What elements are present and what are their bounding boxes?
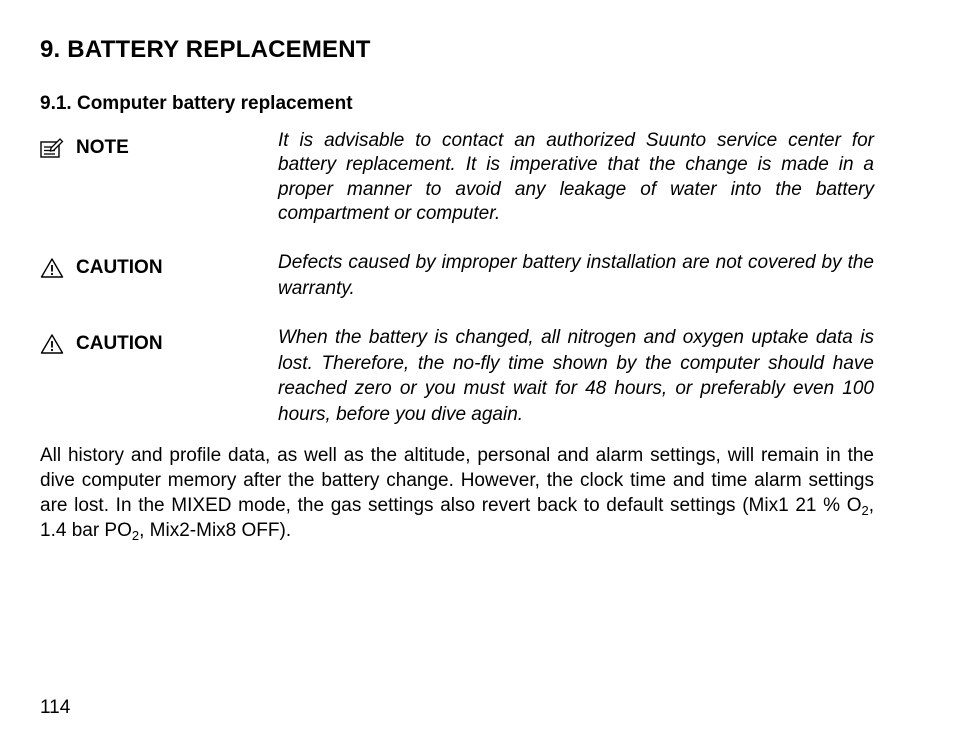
subscript: 2 bbox=[861, 503, 869, 518]
body-paragraph bbox=[40, 443, 874, 543]
note-icon bbox=[40, 137, 64, 159]
caution-text: Defects caused by improper battery installation are not covered by the warranty. bbox=[278, 252, 874, 299]
paragraph-text: , 1.4 bar PO bbox=[40, 495, 874, 541]
page-number: 114 bbox=[40, 697, 71, 718]
page-title: 9. BATTERY REPLACEMENT bbox=[40, 36, 371, 63]
caution-label-text: CAUTION bbox=[76, 257, 163, 278]
note-label-text: NOTE bbox=[76, 137, 129, 158]
caution-label bbox=[40, 333, 163, 355]
note-label bbox=[40, 137, 129, 159]
section-title: 9.1. Computer battery replacement bbox=[40, 93, 353, 114]
caution-text: When the battery is changed, all nitrogen and oxygen uptake data is lost. Therefore, the no-fly time shown by the computer should have reached zero or you must wait for 48 hours, or preferably even 100 hours, before you dive again. bbox=[278, 327, 874, 425]
warning-triangle-icon bbox=[40, 333, 64, 355]
paragraph-text: All history and profile data, as well as the altitude, personal and alarm settings, will remain in the dive computer memory after the battery change. However, the clock time and time alarm settings are lost. In the MIXED mode, the gas settings also revert back to default settings (Mix1 21 % O bbox=[40, 445, 874, 516]
subscript: 2 bbox=[131, 528, 140, 543]
paragraph-text: , Mix2-Mix8 OFF). bbox=[139, 520, 292, 541]
note-text: It is advisable to contact an authorized Suunto service center for battery replacement. It is imperative that the change is made in a proper manner to avoid any leakage of water into the battery compartment or computer. bbox=[278, 130, 874, 224]
caution-label bbox=[40, 257, 163, 279]
caution-label-text: CAUTION bbox=[76, 333, 163, 354]
warning-triangle-icon bbox=[40, 257, 64, 279]
